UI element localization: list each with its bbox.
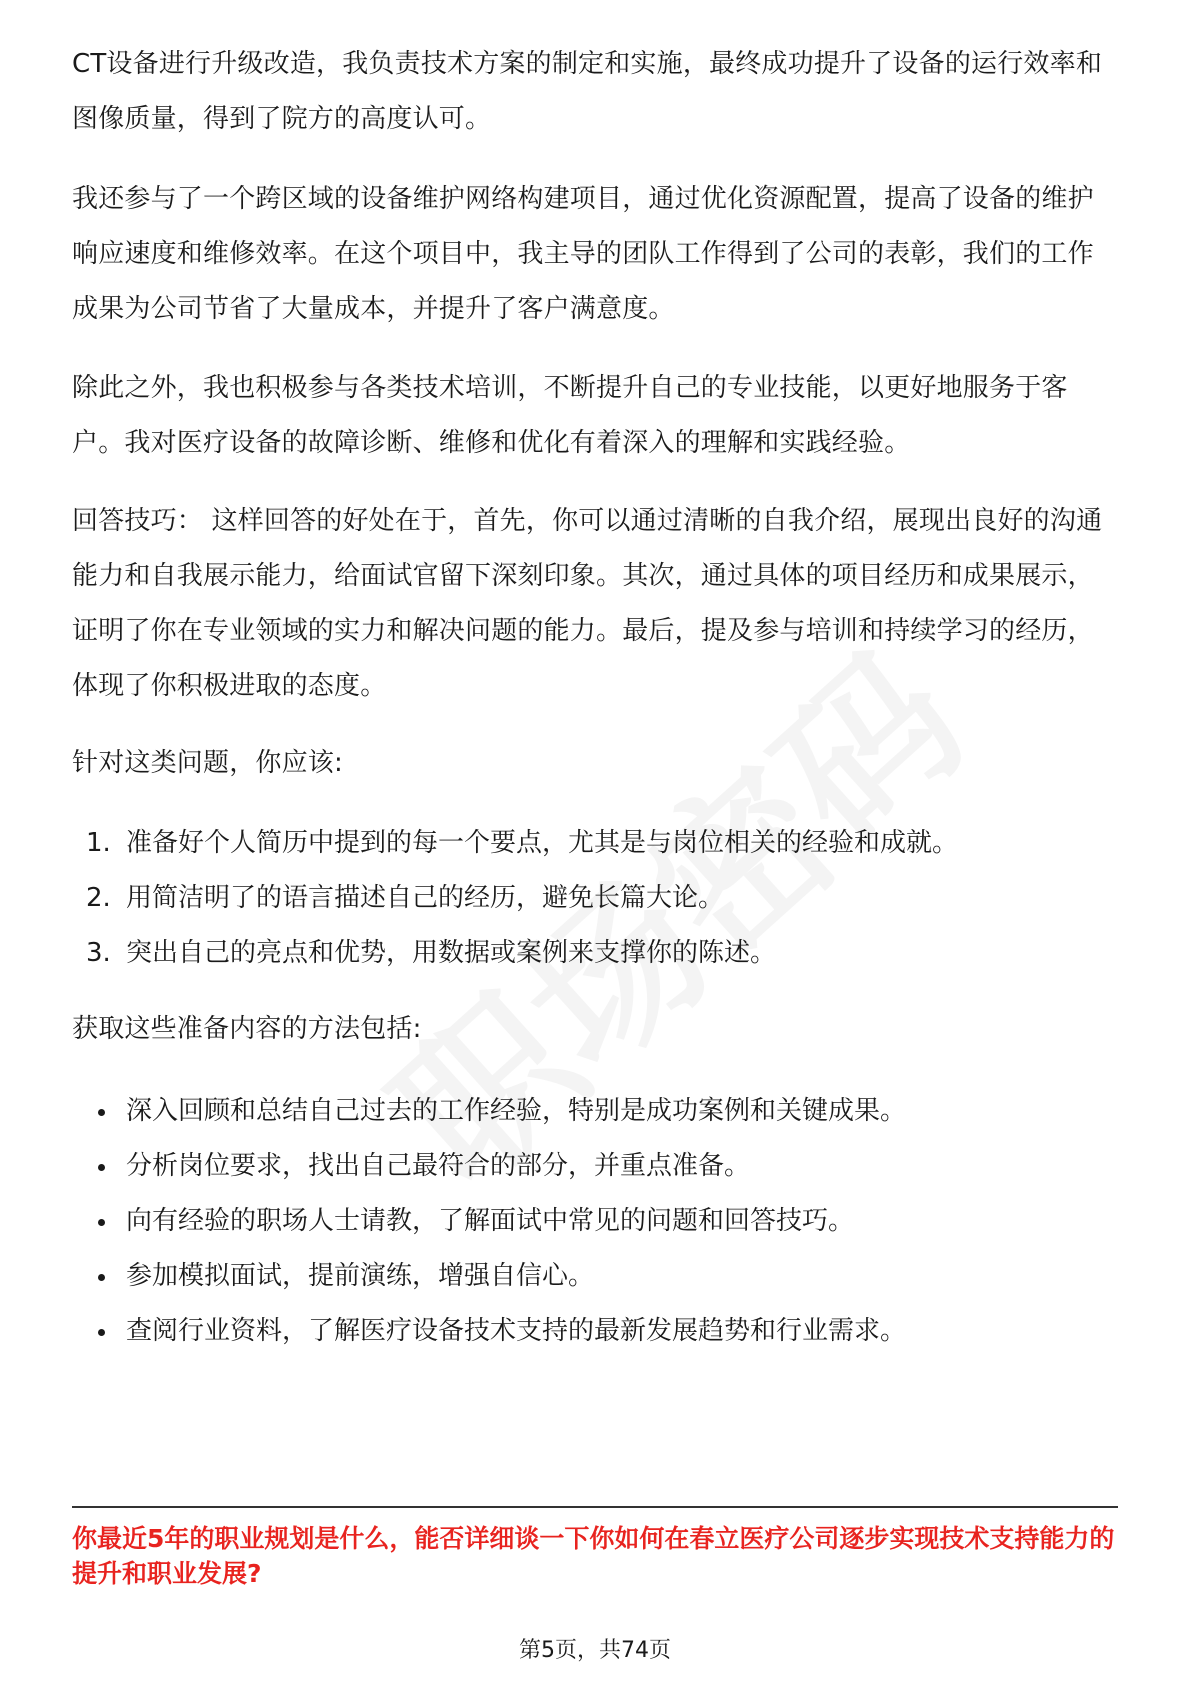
list-item: [72, 1249, 1118, 1304]
bullet-dot-icon: [98, 1109, 105, 1116]
list-number: 1.: [86, 828, 111, 858]
list-item: [72, 1304, 1118, 1359]
paragraph-ct-upgrade: CT设备进行升级改造，我负责技术方案的制定和实施，最终成功提升了设备的运行效率和图像质量，得到了院方的高度认可。: [72, 49, 1103, 134]
list-item-text: 深入回顾和总结自己过去的工作经验，特别是成功案例和关键成果。: [126, 1096, 907, 1126]
list-item: [72, 1194, 1118, 1249]
list-item-text: 向有经验的职场人士请教，了解面试中常见的问题和回答技巧。: [126, 1206, 855, 1236]
list-item-text: 查阅行业资料，了解医疗设备技术支持的最新发展趋势和行业需求。: [126, 1316, 907, 1346]
bullet-dot-icon: [98, 1219, 105, 1226]
paragraph-training: 除此之外，我也积极参与各类技术培训，不断提升自己的专业技能，以更好地服务于客户。我对医疗设备的故障诊断、维修和优化有着深入的理解和实践经验。: [72, 373, 1068, 458]
list-item: [72, 871, 1118, 926]
next-question-heading: 你最近5年的职业规划是什么，能否详细谈一下你如何在春立医疗公司逐步实现技术支持能力的提升和职业发展?: [72, 1524, 1115, 1588]
bullet-dot-icon: [98, 1274, 105, 1281]
bullet-list: [72, 1084, 1118, 1359]
list-number: 3.: [86, 938, 111, 968]
list-item-text: 分析岗位要求，找出自己最符合的部分，并重点准备。: [126, 1151, 751, 1181]
list-item-text: 突出自己的亮点和优势，用数据或案例来支撑你的陈述。: [126, 938, 777, 968]
page-number-footer: 第5页，共74页: [519, 1638, 671, 1663]
list-item-text: 用简洁明了的语言描述自己的经历，避免长篇大论。: [126, 883, 725, 913]
paragraph-advice-intro: 针对这类问题，你应该:: [72, 748, 343, 778]
list-item: [72, 926, 1118, 981]
list-item: [72, 1084, 1118, 1139]
list-number: 2.: [86, 883, 111, 913]
bullet-dot-icon: [98, 1329, 105, 1336]
paragraph-network-project: 我还参与了一个跨区域的设备维护网络构建项目，通过优化资源配置，提高了设备的维护响应速度和维修效率。在这个项目中，我主导的团队工作得到了公司的表彰，我们的工作成果为公司节省了大量成本，并提升了客户满意度。: [72, 184, 1094, 324]
list-item-text: 参加模拟面试，提前演练，增强自信心。: [126, 1261, 595, 1291]
list-item-text: 准备好个人简历中提到的每一个要点，尤其是与岗位相关的经验和成就。: [126, 828, 959, 858]
document-page: [72, 0, 1118, 1684]
bullet-dot-icon: [98, 1164, 105, 1171]
numbered-list: [72, 816, 1118, 981]
section-divider: [72, 1506, 1118, 1508]
list-item: [72, 1139, 1118, 1194]
paragraph-answer-tips: 回答技巧： 这样回答的好处在于，首先，你可以通过清晰的自我介绍，展现出良好的沟通能力和自我展示能力，给面试官留下深刻印象。其次，通过具体的项目经历和成果展示，证明了你在专业领域的实力和解决问题的能力。最后，提及参与培训和持续学习的经历，体现了你积极进取的态度。: [72, 506, 1103, 701]
paragraph-methods-intro: 获取这些准备内容的方法包括:: [72, 1014, 422, 1044]
list-item: [72, 816, 1118, 871]
